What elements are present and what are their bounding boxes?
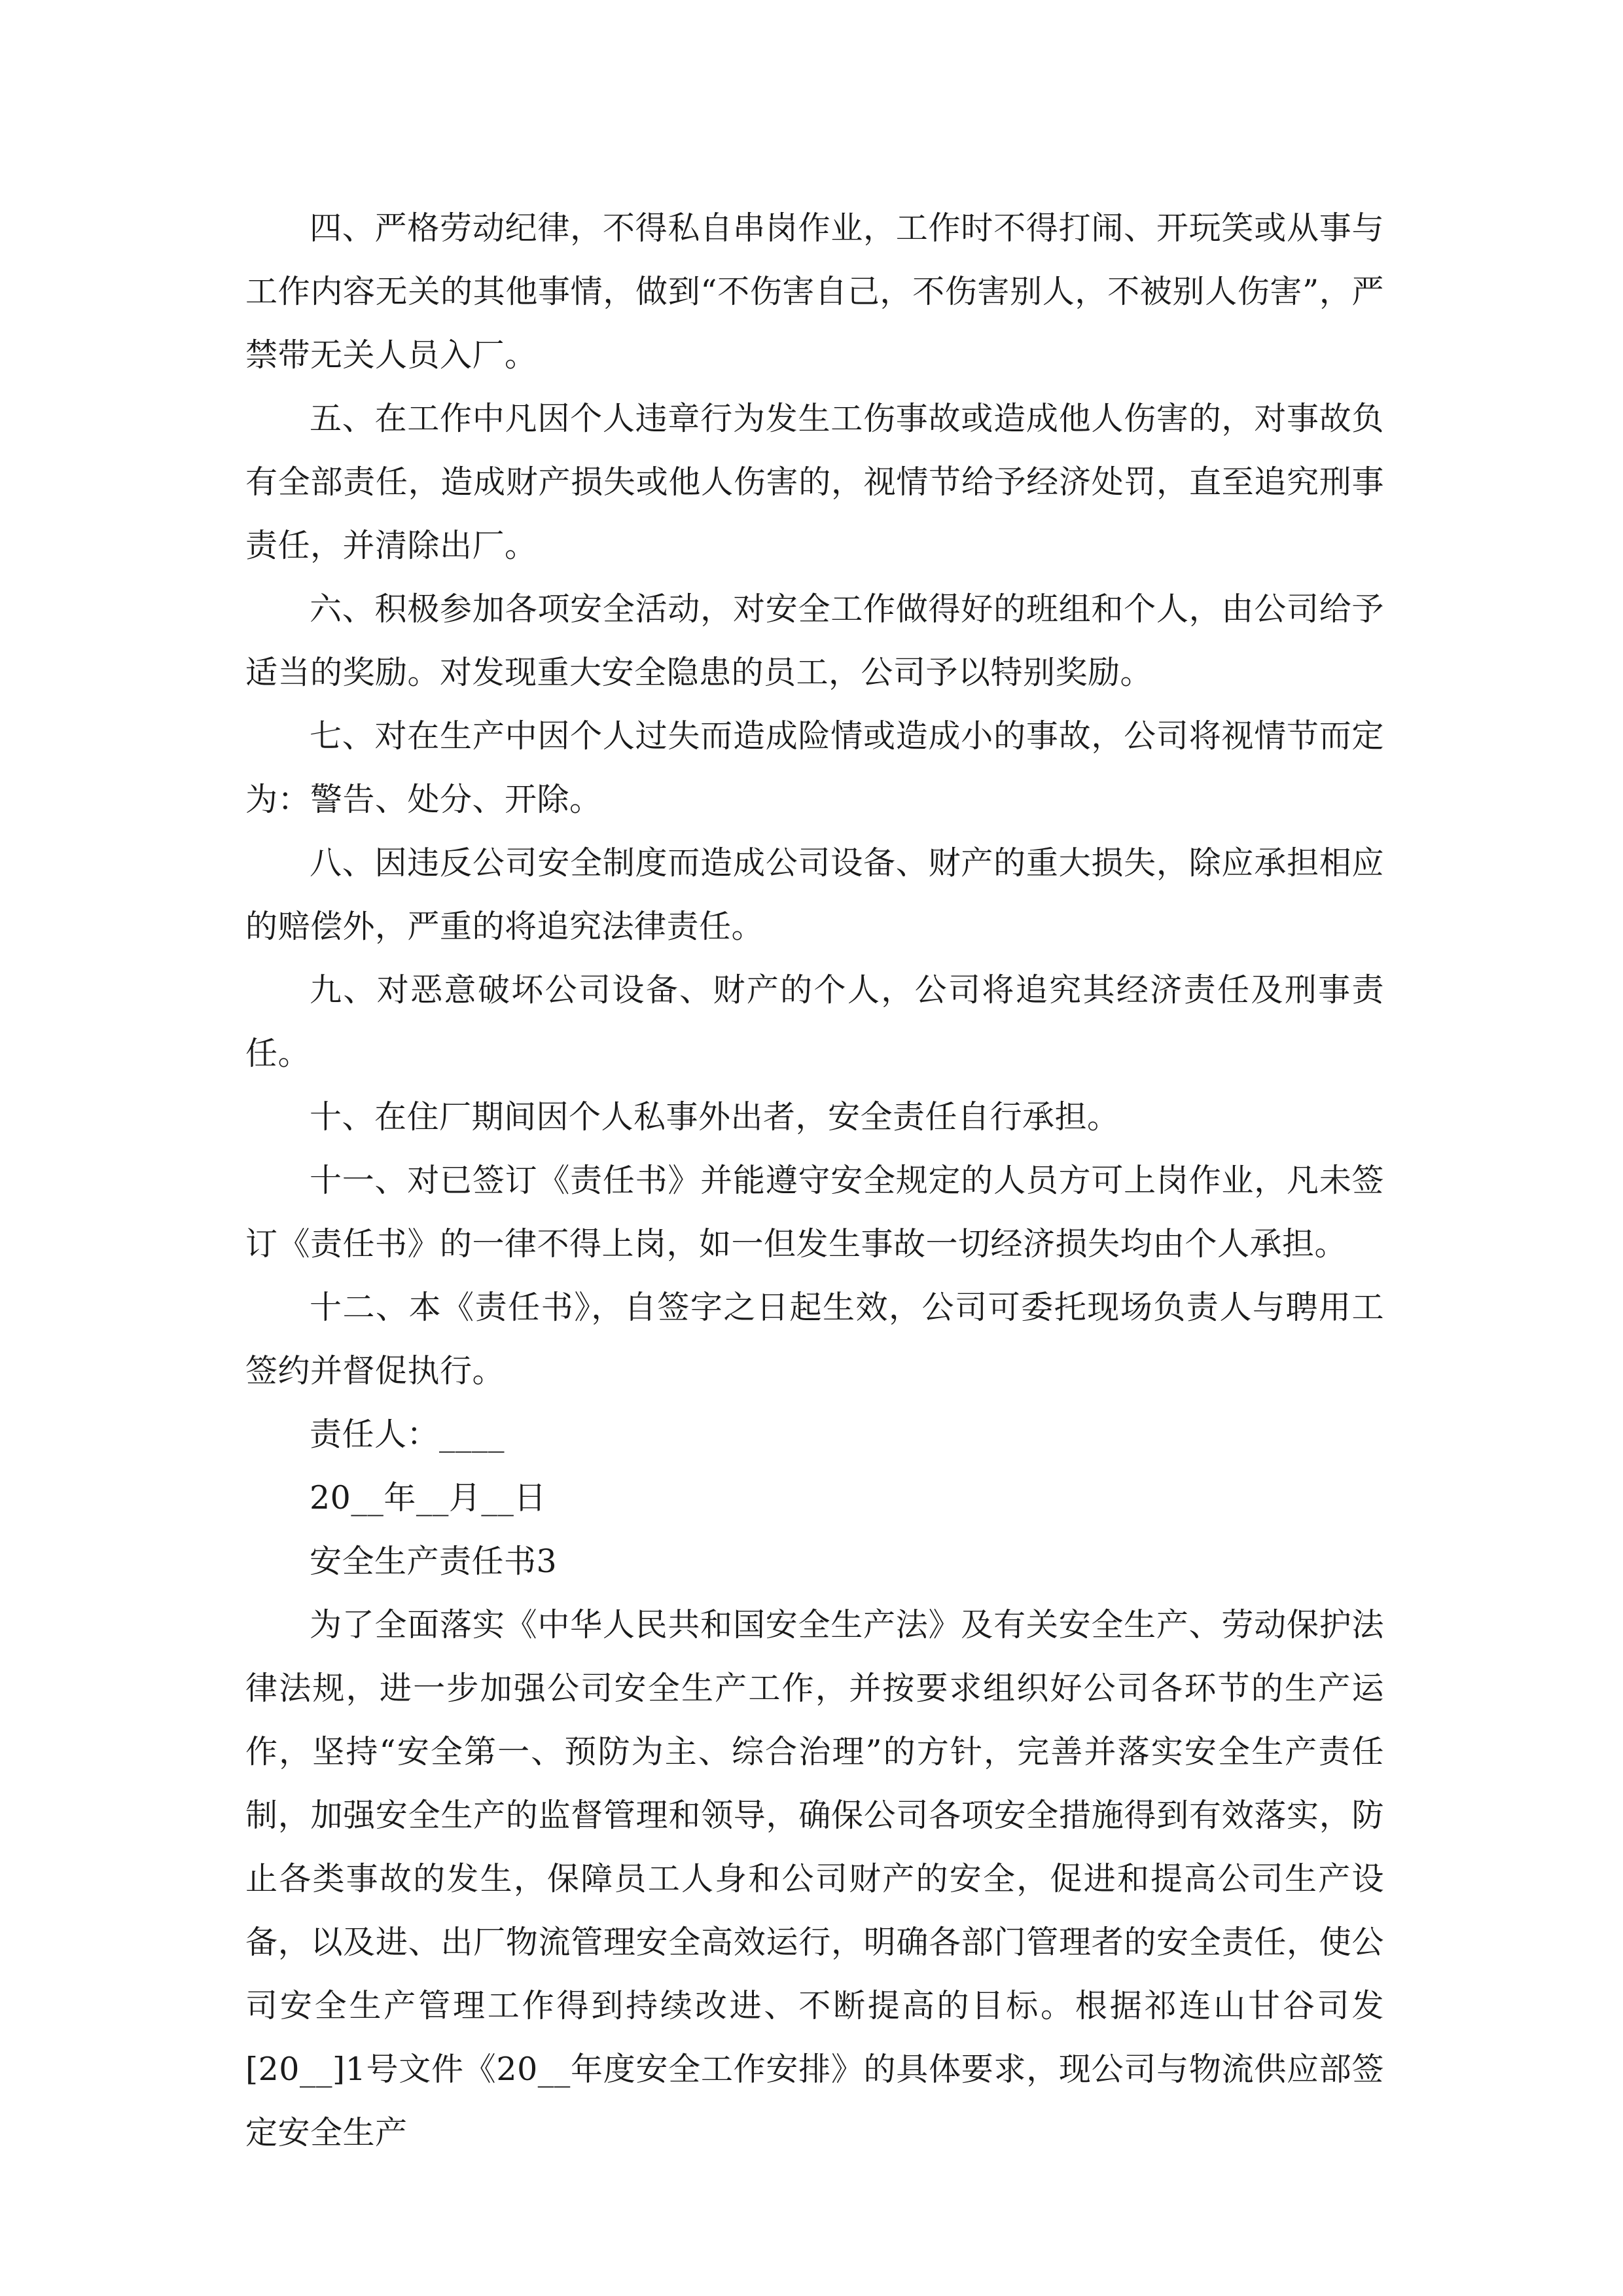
clause-4: 四、严格劳动纪律，不得私自串岗作业，工作时不得打闹、开玩笑或从事与工作内容无关的其他事情，做到“不伤害自己，不伤害别人，不被别人伤害”，严禁带无关人员入厂。 [245, 209, 1384, 374]
clause-12: 十二、本《责任书》，自签字之日起生效，公司可委托现场负责人与聘用工签约并督促执行。 [245, 1289, 1384, 1390]
closing-paragraph: 为了全面落实《中华人民共和国安全生产法》及有关安全生产、劳动保护法律法规，进一步加强公司安全生产工作，并按要求组织好公司各环节的生产运作，坚持“安全第一、预防为主、综合治理”的方针，完善并落实安全生产责任制，加强安全生产的监督管理和领导，确保公司各项安全措施得到有效落实，防止各类事故的发生，保障员工人身和公司财产的安全，促进和提高公司生产设备，以及进、出厂物流管理安全高效运行，明确各部门管理者的安全责任，使公司安全生产管理工作得到持续改进、不断提高的目标。根据祁连山甘谷司发[20__]1号文件《20__年度安全工作安排》的具体要求，现公司与物流供应部签定安全生产 [245, 1606, 1384, 2151]
section-title: 安全生产责任书3 [310, 1543, 558, 1580]
clause-8: 八、因违反公司安全制度而造成公司设备、财产的重大损失，除应承担相应的赔偿外，严重的将追究法律责任。 [245, 844, 1384, 945]
clause-11: 十一、对已签订《责任书》并能遵守安全规定的人员方可上岗作业，凡未签订《责任书》的一律不得上岗，如一但发生事故一切经济损失均由个人承担。 [245, 1162, 1384, 1263]
clause-7: 七、对在生产中因个人过失而造成险情或造成小的事故，公司将视情节而定为：警告、处分、开除。 [245, 717, 1384, 818]
date-line: 20__年__月__日 [310, 1479, 546, 1516]
clause-5: 五、在工作中凡因个人违章行为发生工伤事故或造成他人伤害的，对事故负有全部责任，造成财产损失或他人伤害的，视情节给予经济处罚，直至追究刑事责任，并清除出厂。 [245, 400, 1384, 564]
document-body [245, 196, 1384, 2164]
clause-10: 十、在住厂期间因个人私事外出者，安全责任自行承担。 [310, 1098, 1120, 1136]
signature-line: 责任人：____ [310, 1416, 505, 1453]
clause-6: 六、积极参加各项安全活动，对安全工作做得好的班组和个人，由公司给予适当的奖励。对发现重大安全隐患的员工，公司予以特别奖励。 [245, 590, 1384, 691]
clause-9: 九、对恶意破坏公司设备、财产的个人，公司将追究其经济责任及刑事责任。 [245, 971, 1384, 1072]
